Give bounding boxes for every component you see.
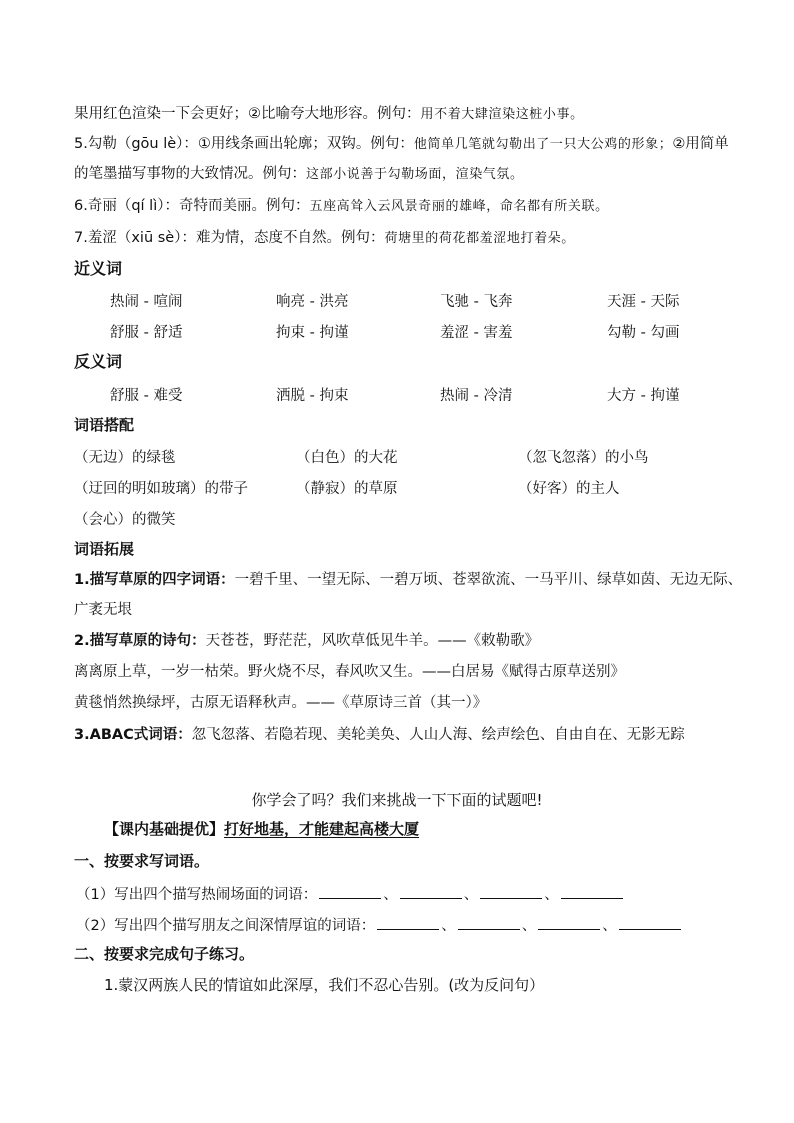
answer-blank[interactable] <box>319 884 381 899</box>
synonym-pair: 拘束 - 拘谨 <box>276 325 349 341</box>
collocation-item: （无边）的绿毯 <box>74 450 176 466</box>
answer-blank[interactable] <box>400 884 462 899</box>
expansion-item-3: 3.ABAC式词语：忽飞忽落、若隐若现、美轮美奂、人山人海、绘声绘色、自由自在、无影无踪 <box>74 727 685 743</box>
collocation-item: （好客）的主人 <box>518 481 620 497</box>
collocation-item: （白色）的大花 <box>296 450 398 466</box>
vocab-item-5-continued: 的笔墨描写事物的大致情况。例句：这部小说善于勾勒场面，渲染气氛。 <box>74 166 524 182</box>
exercise-1-title: 一、按要求写词语。 <box>74 852 210 870</box>
synonym-pair: 羞涩 - 害羞 <box>440 325 513 341</box>
antonyms-heading: 反义词 <box>74 352 123 371</box>
collocation-row-3 <box>74 508 714 530</box>
answer-blank[interactable] <box>480 884 542 899</box>
expansion-poem-line-3: 黄毯悄然换绿坪，古原无语释秋声。——《草原诗三首（其一）》 <box>74 695 488 711</box>
answer-blank[interactable] <box>377 915 439 930</box>
expansion-item-1: 1.描写草原的四字词语：一碧千里、一望无际、一碧万顷、苍翠欲流、一马平川、绿草如茵、无边无际、 <box>74 572 743 588</box>
synonyms-row-1 <box>110 290 730 312</box>
expansion-heading: 词语拓展 <box>74 540 135 558</box>
answer-blank[interactable] <box>458 915 520 930</box>
antonym-pair: 热闹 - 冷清 <box>440 388 513 404</box>
synonym-pair: 热闹 - 喧闹 <box>110 294 183 310</box>
answer-blank[interactable] <box>538 915 600 930</box>
answer-blank[interactable] <box>619 915 681 930</box>
expansion-poem-line-2: 离离原上草，一岁一枯荣。野火烧不尽，春风吹又生。——白居易《赋得古原草送别》 <box>74 664 625 680</box>
synonym-pair: 勾勒 - 勾画 <box>607 325 680 341</box>
antonyms-row-1 <box>110 384 730 406</box>
exercise-2-title: 二、按要求完成句子练习。 <box>74 945 255 963</box>
vocab-item-5: 5.勾勒（gōu lè）：①用线条画出轮廓；双钩。例句：他简单几笔就勾勒出了一只大公鸡的形象；②用简单 <box>74 136 729 152</box>
exercise-1-question-2: （2）写出四个描写朋友之间深情厚谊的词语： 、 、 、 <box>76 915 724 936</box>
synonym-pair: 飞驰 - 飞奔 <box>440 294 513 310</box>
collocation-row-1 <box>74 446 714 468</box>
collocation-item: （静寂）的草原 <box>296 481 398 497</box>
exercise-2-question-1: 1.蒙汉两族人民的情谊如此深厚，我们不忍心告别。(改为反问句） <box>104 976 545 994</box>
antonym-pair: 大方 - 拘谨 <box>607 388 680 404</box>
collocation-item: （会心）的微笑 <box>74 512 176 528</box>
synonyms-heading: 近义词 <box>74 259 123 278</box>
synonym-pair: 天涯 - 天际 <box>607 294 680 310</box>
challenge-prompt: 你学会了吗？我们来挑战一下下面的试题吧! <box>251 791 543 809</box>
synonym-pair: 响亮 - 洪亮 <box>276 294 349 310</box>
expansion-item-2: 2.描写草原的诗句：天苍苍，野茫茫，风吹草低见牛羊。——《敕勒歌》 <box>74 633 540 649</box>
collocation-row-2 <box>74 477 714 499</box>
collocation-item: （忽飞忽落）的小鸟 <box>518 450 649 466</box>
synonym-pair: 舒服 - 舒适 <box>110 325 183 341</box>
antonym-pair: 舒服 - 难受 <box>110 388 183 404</box>
collocation-heading: 词语搭配 <box>74 416 135 434</box>
vocab-item-7: 7.羞涩（xiū sè）：难为情，态度不自然。例句：荷塘里的荷花都羞涩地打着朵。 <box>74 230 575 246</box>
antonym-pair: 洒脱 - 拘束 <box>276 388 349 404</box>
vocab-item-6: 6.奇丽（qí lì）：奇特而美丽。例句：五座高耸入云风景奇丽的雄峰，命名都有所关联。 <box>74 198 609 214</box>
collocation-item: （迂回的明如玻璃）的带子 <box>74 481 248 497</box>
vocab-item-4-continued: 果用红色渲染一下会更好；②比喻夸大地形容。例句：用不着大肆渲染这桩小事。 <box>74 106 584 122</box>
answer-blank[interactable] <box>561 884 623 899</box>
expansion-item-1-continued: 广袤无垠 <box>74 602 132 618</box>
exercise-1-question-1: （1）写出四个描写热闹场面的词语： 、 、 、 <box>76 884 724 905</box>
synonyms-row-2 <box>110 321 730 343</box>
section-banner: 【课内基础提优】打好地基，才能建起高楼大厦 <box>104 820 420 838</box>
